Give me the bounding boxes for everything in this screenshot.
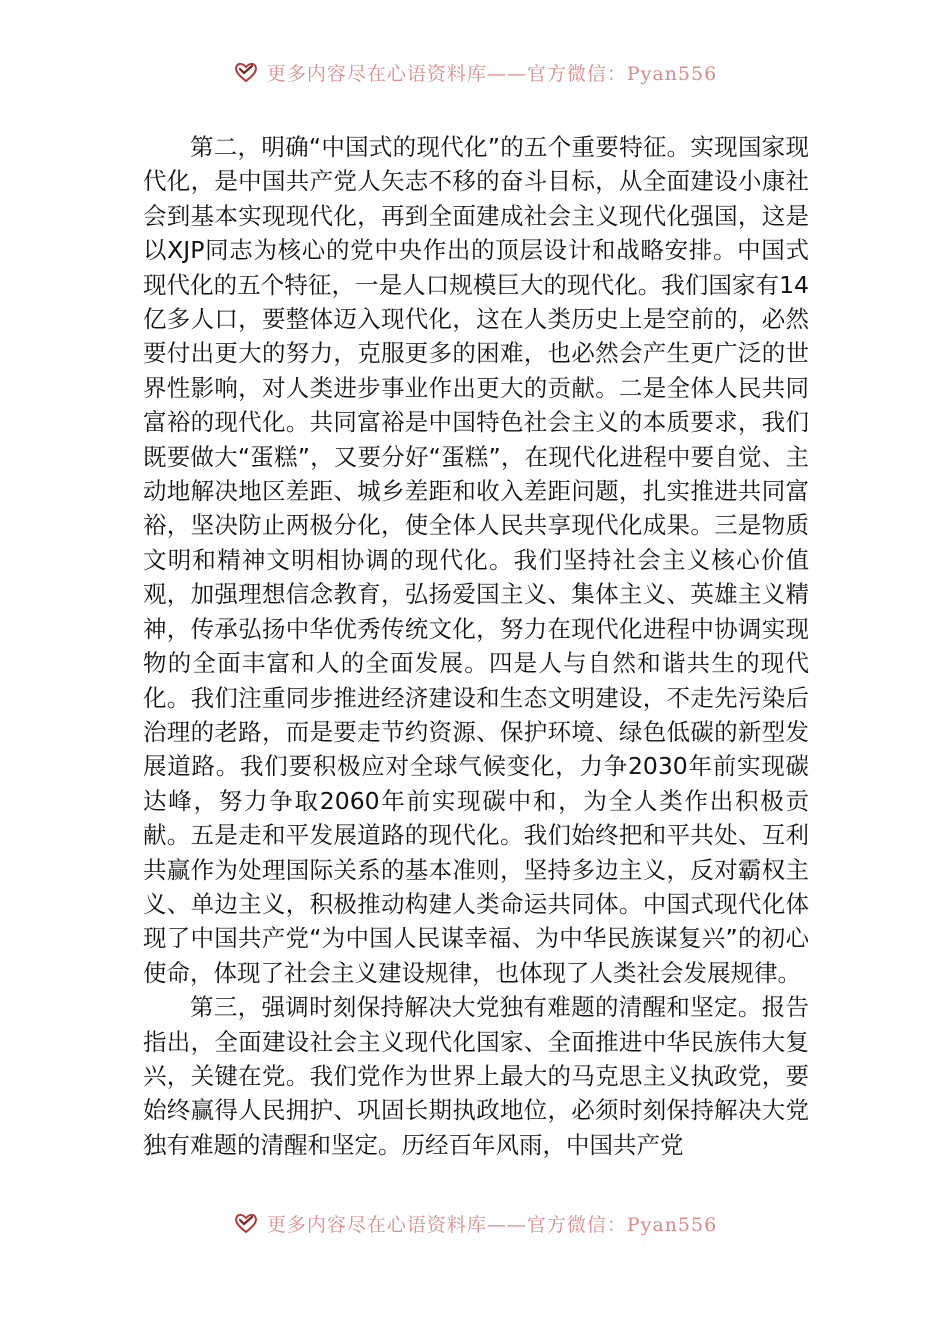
watermark-text: 更多内容尽在心语资料库——官方微信：Pyan556 bbox=[266, 1213, 718, 1236]
watermark-text: 更多内容尽在心语资料库——官方微信：Pyan556 bbox=[266, 62, 718, 85]
paragraph-third-point: 第三，强调时刻保持解决大党独有难题的清醒和坚定。报告指出，全面建设社会主义现代化国家、全面推进中华民族伟大复兴，关键在党。我们党作为世界上最大的马克思主义执政党，要始终赢得人民拥护、巩固长期执政地位，必须时刻保持解决大党独有难题的清醒和坚定。历经百年风雨，中国共产党 bbox=[143, 993, 809, 1159]
header-watermark bbox=[0, 56, 950, 88]
heart-logo-icon bbox=[233, 1211, 259, 1235]
heart-logo-icon bbox=[233, 60, 259, 84]
paragraph-second-point: 第二，明确“中国式的现代化”的五个重要特征。实现国家现代化，是中国共产党人矢志不移的奋斗目标，从全面建设小康社会到基本实现现代化，再到全面建成社会主义现代化强国，这是以XJP同志为核心的党中央作出的顶层设计和战略安排。中国式现代化的五个特征，一是人口规模巨大的现代化。我们国家有14亿多人口，要整体迈入现代化，这在人类历史上是空前的，必然要付出更大的努力，克服更多的困难，也必然会产生更广泛的世界性影响，对人类进步事业作出更大的贡献。二是全体人民共同富裕的现代化。共同富裕是中国特色社会主义的本质要求，我们既要做大“蛋糕”，又要分好“蛋糕”，在现代化进程中要自觉、主动地解决地区差距、城乡差距和收入差距问题，扎实推进共同富裕，坚决防止两极分化，使全体人民共享现代化成果。三是物质文明和精神文明相协调的现代化。我们坚持社会主义核心价值观，加强理想信念教育，弘扬爱国主义、集体主义、英雄主义精神，传承弘扬中华优秀传统文化，努力在现代化进程中协调实现物的全面丰富和人的全面发展。四是人与自然和谐共生的现代化。我们注重同步推进经济建设和生态文明建设，不走先污染后治理的老路，而是要走节约资源、保护环境、绿色低碳的新型发展道路。我们要积极应对全球气候变化，力争2030年前实现碳达峰，努力争取2060年前实现碳中和，为全人类作出积极贡献。五是走和平发展道路的现代化。我们始终把和平共处、互利共赢作为处理国际关系的基本准则，坚持多边主义，反对霸权主义、单边主义，积极推动构建人类命运共同体。中国式现代化体现了中国共产党“为中国人民谋幸福、为中华民族谋复兴”的初心使命，体现了社会主义建设规律，也体现了人类社会发展规律。 bbox=[143, 133, 809, 987]
document-body bbox=[143, 130, 809, 1162]
footer-watermark bbox=[0, 1207, 950, 1239]
